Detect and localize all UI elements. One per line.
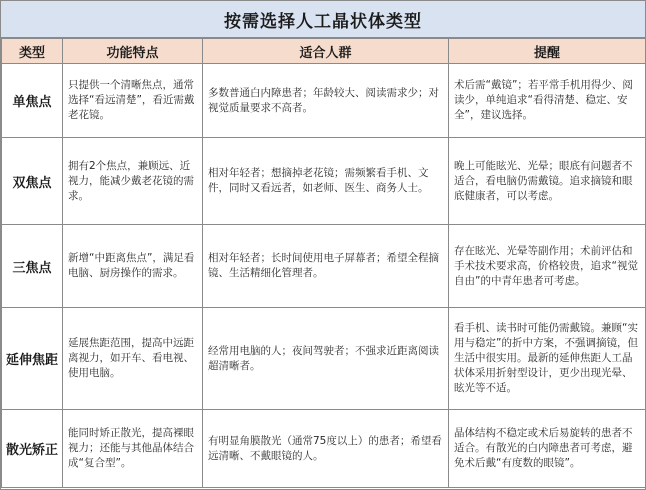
features-cell: 能同时矫正散光，提高裸眼视力；还能与其他晶体结合成“复合型”。	[63, 410, 203, 488]
table-row	[2, 138, 646, 225]
table-row	[2, 410, 646, 488]
tips-cell: 晶体结构不稳定或术后易旋转的患者不适合。有散光的白内障患者可考虑，避免术后戴“有度数的眼镜”。	[449, 410, 646, 488]
suitable-cell: 有明显角膜散光（通常75度以上）的患者；希望看远清晰、不戴眼镜的人。	[203, 410, 449, 488]
table-row	[2, 64, 646, 138]
title-bar	[1, 1, 645, 38]
table-row	[2, 308, 646, 410]
header-type: 类型	[2, 39, 63, 64]
table-row	[2, 225, 646, 308]
tips-cell: 看手机、读书时可能仍需戴镜。兼顾“实用与稳定”的折中方案，不强调摘镜，但生活中很实用。最新的延伸焦距人工晶状体采用折射型设计，更少出现光晕、眩光等不适。	[449, 308, 646, 410]
features-cell: 只提供一个清晰焦点，通常选择“看远清楚”，看近需戴老花镜。	[63, 64, 203, 138]
suitable-cell: 经常用电脑的人；夜间驾驶者；不强求近距离阅读超清晰者。	[203, 308, 449, 410]
table-header-row	[2, 39, 646, 64]
type-cell: 单焦点	[2, 64, 63, 138]
type-cell: 延伸焦距	[2, 308, 63, 410]
tips-cell: 存在眩光、光晕等副作用；术前评估和手术技术要求高，价格较贵，追求“视觉自由”的中青年患者可考虑。	[449, 225, 646, 308]
header-features: 功能特点	[63, 39, 203, 64]
type-cell: 双焦点	[2, 138, 63, 225]
suitable-cell: 相对年轻者；长时间使用电子屏幕者；希望全程摘镜、生活精细化管理者。	[203, 225, 449, 308]
features-cell: 拥有2个焦点，兼顾远、近视力，能减少戴老花镜的需求。	[63, 138, 203, 225]
comparison-table	[1, 38, 646, 488]
tips-cell: 术后需“戴镜”；若平常手机用得少、阅读少，单纯追求“看得清楚、稳定、安全”，建议选择。	[449, 64, 646, 138]
suitable-cell: 多数普通白内障患者；年龄较大、阅读需求少；对视觉质量要求不高者。	[203, 64, 449, 138]
header-tips: 提醒	[449, 39, 646, 64]
features-cell: 延展焦距范围，提高中远距离视力，如开车、看电视、使用电脑。	[63, 308, 203, 410]
tips-cell: 晚上可能眩光、光晕；眼底有问题者不适合，看电脑仍需戴镜。追求摘镜和眼底健康者，可以考虑。	[449, 138, 646, 225]
features-cell: 新增“中距离焦点”，满足看电脑、厨房操作的需求。	[63, 225, 203, 308]
type-cell: 散光矫正	[2, 410, 63, 488]
suitable-cell: 相对年轻者；想摘掉老花镜；需频繁看手机、文件，同时又看远者，如老师、医生、商务人士。	[203, 138, 449, 225]
header-suitable: 适合人群	[203, 39, 449, 64]
type-cell: 三焦点	[2, 225, 63, 308]
page-title: 按需选择人工晶状体类型	[224, 11, 422, 32]
